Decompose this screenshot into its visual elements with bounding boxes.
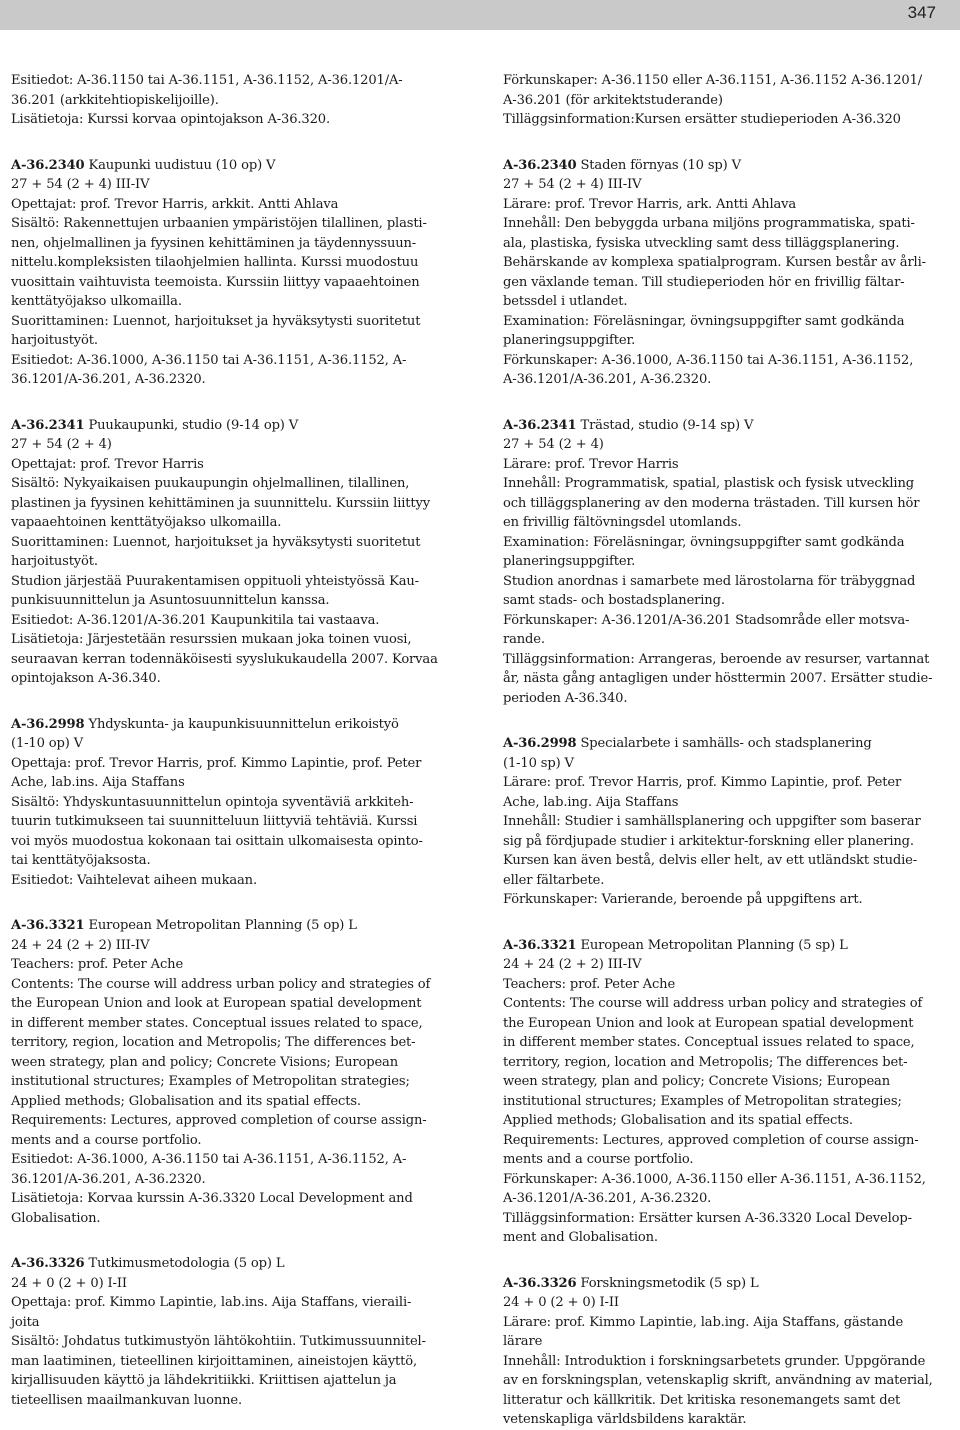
text-line: lärare [503, 1334, 543, 1349]
text-line: Lärare: prof. Trevor Harris, ark. Antti Ahlava [503, 196, 797, 212]
text-line: the European Union and look at European spatial development [503, 1015, 914, 1031]
text-line: tieteellisen maailmankuvan luonne. [11, 1392, 242, 1408]
text-line: Suorittaminen: Luennot, harjoitukset ja hyväksytysti suoritetut [11, 534, 421, 550]
text-line: Esitiedot: A-36.1150 tai A-36.1151, A-36.1152, A-36.1201/A- [11, 73, 403, 88]
text-line: in different member states. Conceptual issues related to space, [503, 1035, 915, 1050]
course-code: A-36.2340 [503, 157, 577, 173]
text-line: A-36.1201/A-36.201, A-36.2320. [503, 372, 712, 387]
text-line: 27 + 54 (2 + 4) III-IV [503, 177, 642, 192]
course-heading [503, 156, 953, 176]
course-title: European Metropolitan Planning (5 op) L [84, 918, 357, 933]
text-line: en frivillig fältövningsdel utomlands. [503, 515, 742, 530]
text-line: joita [11, 1314, 40, 1330]
intro-block [11, 71, 461, 130]
text-line: (1-10 sp) V [503, 755, 574, 771]
text-line: kenttätyöjakso ulkomailla. [11, 294, 182, 309]
course-title: Kaupunki uudistuu (10 op) V [84, 157, 276, 173]
course-block [503, 416, 953, 709]
course-heading [11, 156, 461, 176]
text-line: Tilläggsinformation: Arrangeras, beroende av resurser, vartannat [503, 651, 930, 667]
text-line: A-36.1201/A-36.201, A-36.2320. [503, 1191, 712, 1206]
text-line: Förkunskaper: A-36.1000, A-36.1150 tai A-36.1151, A-36.1152, [503, 352, 914, 368]
text-line: 24 + 0 (2 + 0) I-II [11, 1275, 127, 1291]
column-swedish [503, 71, 953, 1430]
text-line: Examination: Föreläsningar, övningsuppgifter samt godkända [503, 534, 905, 550]
course-heading [11, 1254, 461, 1274]
text-line: Sisältö: Nykyaikaisen puukaupungin ohjelmallinen, tilallinen, [11, 476, 410, 491]
course-block [503, 1274, 953, 1430]
course-code: A-36.2341 [503, 417, 577, 433]
text-line: Lisätietoja: Korvaa kurssin A-36.3320 Local Development and [11, 1191, 413, 1206]
course-title: Staden förnyas (10 sp) V [576, 157, 741, 173]
text-line: Opettajat: prof. Trevor Harris, arkkit. Antti Ahlava [11, 196, 339, 212]
text-line: betssdel i utlandet. [503, 294, 628, 309]
text-line: 24 + 0 (2 + 0) I-II [503, 1295, 619, 1310]
text-line: Opettaja: prof. Kimmo Lapintie, lab.ins. Aija Staffans, vieraili- [11, 1295, 412, 1310]
text-line: Innehåll: Studier i samhällsplanering och uppgifter som baserar [503, 814, 921, 829]
text-line: vuosittain vaihtuvista teemoista. Kurssiin liittyy vapaaehtoinen [11, 274, 420, 290]
text-line: planeringsuppgifter. [503, 554, 636, 569]
course-code: A-36.2998 [503, 736, 577, 751]
text-line: Opettajat: prof. Trevor Harris [11, 456, 204, 472]
course-heading [503, 936, 953, 956]
course-code: A-36.2341 [11, 417, 85, 433]
course-block [11, 1254, 461, 1410]
course-block [11, 715, 461, 891]
course-heading [11, 715, 461, 735]
text-line: Lärare: prof. Trevor Harris, prof. Kimmo Lapintie, prof. Peter [503, 775, 902, 790]
text-line: gen växlande teman. Till studieperioden hör en frivillig fältar- [503, 274, 905, 290]
text-line: Sisältö: Rakennettujen urbaanien ympäristöjen tilallinen, plasti- [11, 216, 427, 231]
text-line: 27 + 54 (2 + 4) [11, 437, 112, 452]
text-line: ments and a course portfolio. [11, 1132, 202, 1148]
text-line: Teachers: prof. Peter Ache [503, 976, 676, 992]
text-line: 24 + 24 (2 + 2) III-IV [503, 957, 642, 972]
text-line: ween strategy, plan and policy; Concrete Visions; European [503, 1074, 891, 1089]
course-block [11, 156, 461, 390]
text-line: och tilläggsplanering av den moderna trästaden. Till kursen hör [503, 495, 920, 511]
text-line: vetenskapliga världsbildens karaktär. [503, 1412, 747, 1427]
text-line: Kursen kan även bestå, delvis eller helt, av ett utländskt studie- [503, 853, 918, 868]
course-title: Tutkimusmetodologia (5 op) L [84, 1256, 285, 1271]
text-line: Esitiedot: Vaihtelevat aiheen mukaan. [11, 872, 257, 888]
course-title: European Metropolitan Planning (5 sp) L [576, 937, 848, 953]
course-code: A-36.3321 [503, 937, 577, 953]
text-line: Lisätietoja: Kurssi korvaa opintojakson A-36.320. [11, 112, 330, 127]
text-line: the European Union and look at European spatial development [11, 996, 422, 1011]
text-line: 36.1201/A-36.201, A-36.2320. [11, 372, 206, 387]
page-number: 347 [907, 3, 936, 22]
text-line: opintojakson A-36.340. [11, 671, 161, 686]
text-line: plastinen ja fyysinen kehittäminen ja suunnittelu. Kurssiin liittyy [11, 495, 431, 511]
course-title: Yhdyskunta- ja kaupunkisuunnittelun erikoistyö [84, 716, 399, 732]
text-line: av en forskningsplan, vetenskaplig skrift, användning av material, [503, 1373, 933, 1388]
text-line: Applied methods; Globalisation and its spatial effects. [11, 1093, 361, 1109]
text-line: Esitiedot: A-36.1201/A-36.201 Kaupunkitila tai vastaava. [11, 612, 380, 628]
text-line: Tilläggsinformation:Kursen ersätter studieperioden A-36.320 [503, 112, 901, 127]
text-line: Applied methods; Globalisation and its spatial effects. [503, 1113, 853, 1128]
text-line: Ache, lab.ins. Aija Staffans [11, 775, 185, 790]
text-line: perioden A-36.340. [503, 690, 628, 706]
text-line: 36.1201/A-36.201, A-36.2320. [11, 1171, 206, 1187]
text-line: ment and Globalisation. [503, 1230, 658, 1245]
text-line: tuurin tutkimukseen tai suunnitteluun liittyviä tehtäviä. Kurssi [11, 814, 418, 829]
text-line: Förkunskaper: Varierande, beroende på uppgiftens art. [503, 892, 863, 907]
text-line: Suorittaminen: Luennot, harjoitukset ja hyväksytysti suoritetut [11, 313, 421, 329]
column-finnish [11, 71, 461, 1410]
text-line: eller fältarbete. [503, 872, 605, 888]
course-code: A-36.3326 [11, 1256, 85, 1271]
text-line: Examination: Föreläsningar, övningsuppgifter samt godkända [503, 313, 905, 329]
text-line: in different member states. Conceptual issues related to space, [11, 1015, 423, 1031]
course-title: Puukaupunki, studio (9-14 op) V [84, 417, 299, 433]
course-code: A-36.2340 [11, 157, 85, 173]
text-line: Lisätietoja: Järjestetään resurssien mukaan joka toinen vuosi, [11, 632, 412, 647]
text-line: Sisältö: Yhdyskuntasuunnittelun opintoja syventäviä arkkiteh- [11, 794, 414, 810]
course-title: Trästad, studio (9-14 sp) V [576, 417, 754, 433]
text-line: A-36.201 (för arkitektstuderande) [503, 92, 723, 108]
text-line: Studion anordnas i samarbete med lärostolarna för träbyggnad [503, 573, 916, 589]
text-line: år, nästa gång antagligen under hösttermin 2007. Ersätter studie- [503, 671, 933, 686]
course-heading [503, 1274, 953, 1294]
text-line: vapaaehtoinen kenttätyöjakso ulkomailla. [11, 515, 282, 530]
text-line: Esitiedot: A-36.1000, A-36.1150 tai A-36.1151, A-36.1152, A- [11, 1152, 407, 1167]
text-line: Studion järjestää Puurakentamisen oppituoli yhteistyössä Kau- [11, 573, 419, 589]
text-line: Contents: The course will address urban policy and strategies of [11, 976, 431, 992]
course-block [503, 734, 953, 910]
text-line: Contents: The course will address urban policy and strategies of [503, 996, 923, 1011]
text-line: Esitiedot: A-36.1000, A-36.1150 tai A-36.1151, A-36.1152, A- [11, 352, 407, 368]
text-line: Förkunskaper: A-36.1000, A-36.1150 eller A-36.1151, A-36.1152, [503, 1171, 926, 1187]
text-line: tai kenttätyöjaksosta. [11, 853, 151, 868]
intro-block [503, 71, 953, 130]
text-line: Förkunskaper: A-36.1201/A-36.201 Stadsområde eller motsva- [503, 612, 910, 628]
text-line: 27 + 54 (2 + 4) III-IV [11, 177, 150, 192]
text-line: ments and a course portfolio. [503, 1152, 694, 1167]
course-title: Forskningsmetodik (5 sp) L [576, 1275, 759, 1291]
text-line: Innehåll: Programmatisk, spatial, plastisk och fysisk utveckling [503, 476, 914, 491]
course-code: A-36.3326 [503, 1275, 577, 1291]
text-line: Innehåll: Den bebyggda urbana miljöns programmatiska, spati- [503, 216, 915, 231]
text-line: voi myös muodostua kokonaan tai osittain ulkomaisesta opinto- [11, 833, 423, 849]
text-line: seuraavan kerran todennäköisesti syyslukukaudella 2007. Korvaa [11, 651, 438, 667]
text-line: Globalisation. [11, 1210, 101, 1226]
text-line: planeringsuppgifter. [503, 333, 636, 348]
text-line: 27 + 54 (2 + 4) [503, 437, 604, 452]
text-line: territory, region, location and Metropolis; The differences bet- [11, 1035, 416, 1050]
text-line: Requirements: Lectures, approved completion of course assign- [503, 1132, 919, 1148]
text-line: kirjallisuuden käyttö ja lähdekritiikki. Kriittisen ajattelun ja [11, 1373, 397, 1388]
text-line: samt stads- och bostadsplanering. [503, 593, 725, 608]
text-line: Förkunskaper: A-36.1150 eller A-36.1151, A-36.1152 A-36.1201/ [503, 73, 923, 88]
text-line: nen, ohjelmallinen ja fyysinen kehittäminen ja täydennyssuun- [11, 235, 417, 251]
text-line: Lärare: prof. Kimmo Lapintie, lab.ing. Aija Staffans, gästande [503, 1314, 904, 1330]
text-line: sig på fördjupade studier i arkitektur-forskning eller planering. [503, 833, 914, 849]
text-line: Behärskande av komplexa spatialprogram. Kursen består av årli- [503, 255, 926, 270]
text-line: ween strategy, plan and policy; Concrete Visions; European [11, 1054, 399, 1070]
header-bar [0, 0, 960, 30]
course-block [503, 156, 953, 390]
text-line: 24 + 24 (2 + 2) III-IV [11, 937, 150, 953]
text-line: punkisuunnittelun ja Asuntosuunnittelun kanssa. [11, 593, 330, 608]
text-line: man laatiminen, tieteellinen kirjoittaminen, aineistojen käyttö, [11, 1353, 418, 1369]
text-line: 36.201 (arkkitehtiopiskelijoille). [11, 92, 219, 108]
text-line: litteratur och källkritik. Det kritiska resonemangets samt det [503, 1392, 901, 1408]
text-line: nittelu.kompleksisten tilaohjelmien hallinta. Kurssi muodostuu [11, 255, 419, 270]
text-line: (1-10 op) V [11, 736, 84, 751]
course-heading [11, 916, 461, 936]
text-line: institutional structures; Examples of Metropolitan strategies; [503, 1093, 902, 1109]
text-line: rande. [503, 632, 545, 647]
course-block [11, 416, 461, 689]
course-block [11, 916, 461, 1228]
text-line: harjoitustyöt. [11, 333, 98, 348]
text-line: harjoitustyöt. [11, 554, 98, 569]
text-line: Sisältö: Johdatus tutkimustyön lähtökohtiin. Tutkimussuunnitel- [11, 1334, 426, 1349]
text-line: Ache, lab.ing. Aija Staffans [503, 794, 679, 810]
text-line: Innehåll: Introduktion i forskningsarbetets grunder. Uppgörande [503, 1353, 926, 1369]
text-line: institutional structures; Examples of Metropolitan strategies; [11, 1074, 410, 1089]
text-line: Lärare: prof. Trevor Harris [503, 456, 679, 472]
course-code: A-36.2998 [11, 716, 85, 732]
text-line: Tilläggsinformation: Ersätter kursen A-36.3320 Local Develop- [503, 1210, 912, 1226]
course-heading [503, 734, 953, 754]
text-line: Teachers: prof. Peter Ache [11, 957, 184, 972]
text-line: Requirements: Lectures, approved completion of course assign- [11, 1113, 427, 1128]
text-line: ala, plastiska, fysiska utveckling samt dess tilläggsplanering. [503, 235, 900, 251]
course-heading [11, 416, 461, 436]
course-heading [503, 416, 953, 436]
course-code: A-36.3321 [11, 918, 85, 933]
text-line: Opettaja: prof. Trevor Harris, prof. Kimmo Lapintie, prof. Peter [11, 755, 422, 771]
course-block [503, 936, 953, 1248]
text-line: territory, region, location and Metropolis; The differences bet- [503, 1054, 908, 1070]
course-title: Specialarbete i samhälls- och stadsplanering [576, 736, 872, 751]
